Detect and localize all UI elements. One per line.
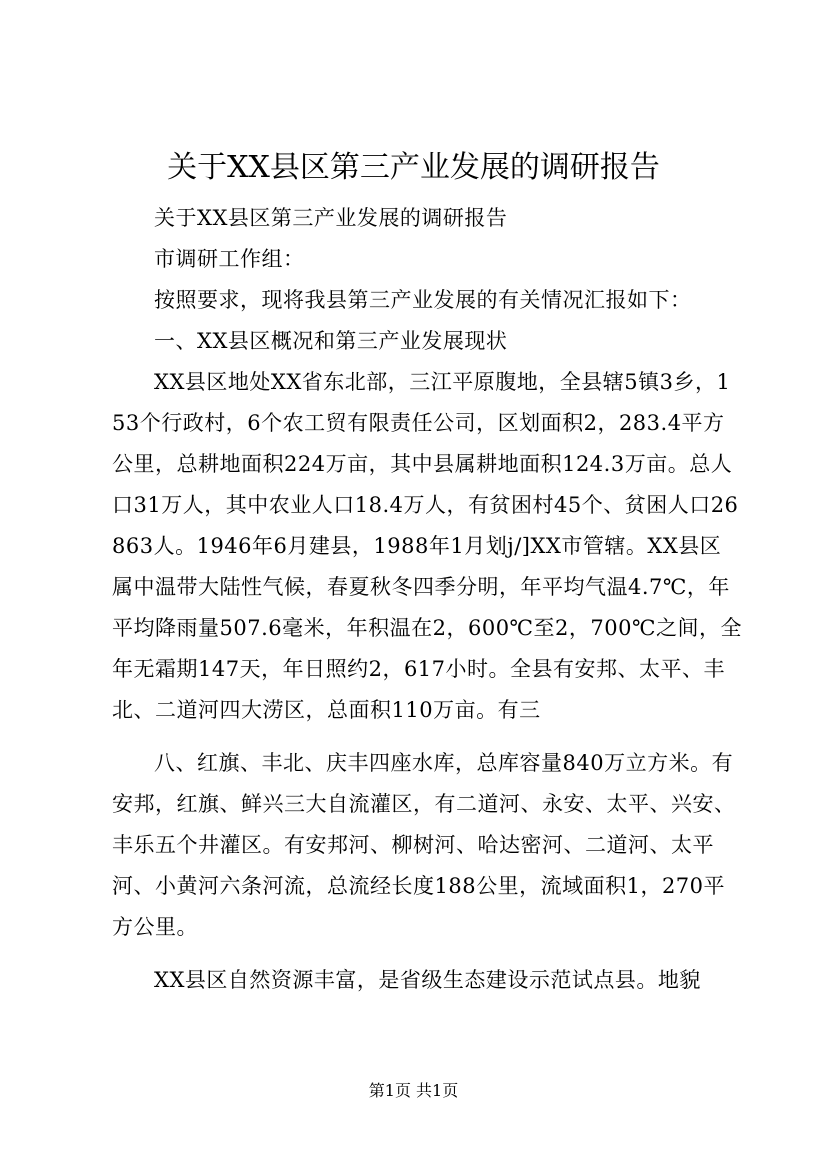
- paragraph-recipient: 市调研工作组：: [154, 247, 305, 271]
- paragraph-overview: XX县区地处XX省东北部，三江平原腹地，全县辖5镇3乡，153个行政村，6个农工贸有限责任公司，区划面积2，283.4平方公里，总耕地面积224万亩，其中县属耕地面积124.3万亩。总人口31万人，其中农业人口18.4万人，有贫困村45个、贫困人口26863人。1946年6月建县，1988年1月划j/]XX市管辖。XX县区属中温带大陆性气候，春夏秋冬四季分明，年平均气温4.7℃，年平均降雨量507.6毫米，年积温在2，600℃至2，700℃之间，全年无霜期147天，年日照约2，617小时。全县有安邦、太平、丰北、二道河四大涝区，总面积110万亩。有三: [112, 370, 742, 722]
- paragraph-natural-resources: XX县区自然资源丰富，是省级生态建设示范试点县。地貌: [154, 968, 701, 992]
- paragraph-gap: [112, 948, 742, 960]
- paragraph-section-heading: 一、XX县区概况和第三产业发展现状: [154, 329, 508, 353]
- paragraph-intro: 按照要求，现将我县第三产业发展的有关情况汇报如下：: [154, 288, 692, 312]
- paragraph-gap: [112, 731, 742, 743]
- page-footer: 第1页 共1页: [368, 1081, 459, 1100]
- document-title: 关于XX县区第三产业发展的调研报告: [167, 150, 660, 185]
- document-body: [112, 198, 742, 1001]
- paragraph-water-resources: 八、红旗、丰北、庆丰四座水库，总库容量840万立方米。有安邦，红旗、鲜兴三大自流灌区，有二道河、永安、太平、兴安、丰乐五个井灌区。有安邦河、柳树河、哈达密河、二道河、太平河、小黄河六条河流，总流经长度188公里，流域面积1，270平方公里。: [112, 751, 736, 939]
- paragraph-subtitle: 关于XX县区第三产业发展的调研报告: [154, 206, 508, 230]
